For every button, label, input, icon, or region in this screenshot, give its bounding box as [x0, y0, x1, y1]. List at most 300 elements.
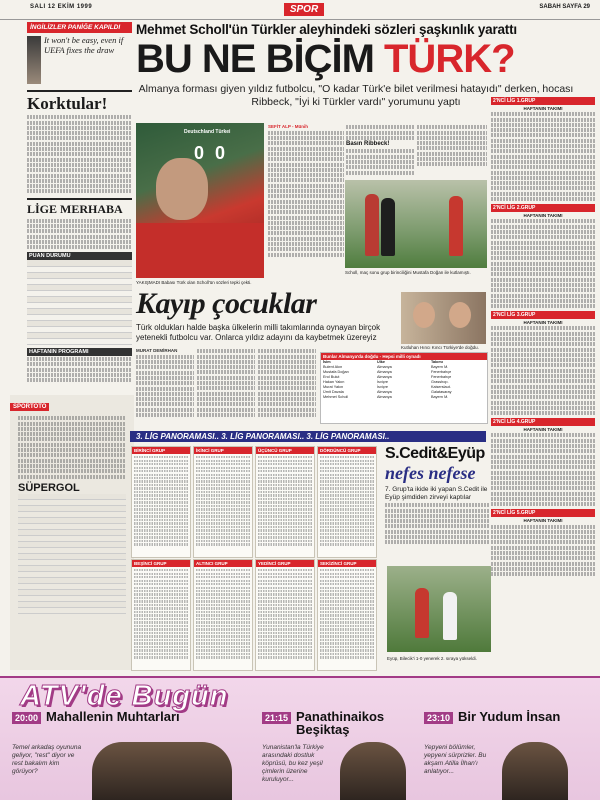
- text-line: [258, 508, 312, 510]
- text-line: [491, 246, 595, 250]
- text-line: [258, 614, 312, 616]
- text-line: [320, 646, 374, 648]
- text-line: [196, 569, 250, 571]
- text-line: [196, 590, 250, 592]
- text-line: [491, 530, 595, 534]
- text-line: [258, 386, 316, 390]
- col-header: Ülke: [377, 360, 386, 364]
- scoreboard-text: Deutschland Türkei: [184, 129, 231, 135]
- text-line: [491, 197, 595, 201]
- text-line: [258, 402, 316, 406]
- group-header: 2'NCİ LİG 2.GRUP: [491, 204, 595, 212]
- text-line: [196, 583, 250, 585]
- text-line: [197, 376, 255, 380]
- text-line: [258, 392, 316, 396]
- text-line: [258, 376, 316, 380]
- league-group-box: [193, 446, 253, 558]
- scholl-photo: [136, 123, 264, 278]
- text-line: [491, 133, 595, 137]
- text-line: [320, 477, 374, 479]
- text-line: [136, 397, 194, 401]
- text-line: [27, 224, 132, 228]
- text-line: [268, 247, 344, 251]
- scoreboard-score: 0 0: [194, 143, 229, 163]
- text-line: [491, 390, 595, 394]
- text-line: [258, 381, 316, 385]
- text-line: [268, 253, 344, 257]
- text-line: [491, 283, 595, 287]
- text-line: [136, 360, 194, 364]
- group-header: 2'NCİ LİG 3.GRUP: [491, 311, 595, 319]
- text-line: [134, 569, 188, 571]
- text-line: [320, 580, 374, 582]
- article-subhead: Basın Ribbeck!: [346, 140, 390, 147]
- text-line: [491, 492, 595, 496]
- text-line: [417, 157, 487, 161]
- text-line: [196, 656, 250, 658]
- text-line: [196, 639, 250, 641]
- text-line: [491, 481, 595, 485]
- players-cell: Galatasaray: [431, 390, 452, 394]
- text-line: [320, 543, 374, 545]
- tv-program: [12, 709, 242, 800]
- text-line: [258, 365, 316, 369]
- players-cell: Hakan Yakın: [323, 380, 345, 384]
- text-line: [385, 503, 489, 507]
- text-line: [346, 149, 414, 153]
- text-line: [258, 540, 312, 542]
- text-line: [320, 508, 374, 510]
- text-line: [491, 411, 595, 415]
- text-line: [196, 632, 250, 634]
- group-header: 2'NCİ LİG 1.GRUP: [491, 97, 595, 105]
- text-line: [196, 477, 250, 479]
- text-line: [134, 625, 188, 627]
- text-line: [258, 484, 312, 486]
- text-line: [134, 573, 188, 575]
- text-line: [346, 171, 414, 175]
- text-line: [268, 141, 344, 145]
- text-line: [196, 484, 250, 486]
- players-cell: İsviçre: [377, 380, 388, 384]
- text-line: [491, 123, 595, 127]
- text-line: [196, 576, 250, 578]
- text-line: [268, 184, 344, 188]
- text-line: [320, 635, 374, 637]
- text-line: [491, 192, 595, 196]
- article-column-3: [417, 124, 487, 168]
- atv-tv-guide: [0, 676, 600, 800]
- text-line: [196, 597, 250, 599]
- text-line: [196, 505, 250, 507]
- text-line: [134, 515, 188, 517]
- text-line: [196, 474, 250, 476]
- text-line: [417, 131, 487, 135]
- text-line: [27, 158, 132, 162]
- league-group-box: [317, 446, 377, 558]
- text-line: [268, 189, 344, 193]
- text-line: [27, 219, 132, 223]
- supergol-title: SÜPERGOL: [18, 481, 80, 494]
- text-line: [320, 628, 374, 630]
- text-line: [258, 519, 312, 521]
- text-line: [491, 525, 595, 529]
- text-line: [196, 625, 250, 627]
- player-figure: [443, 592, 457, 640]
- text-line: [320, 600, 374, 602]
- text-line: [18, 437, 126, 441]
- text-line: [196, 618, 250, 620]
- text-line: [196, 604, 250, 606]
- text-line: [491, 395, 595, 399]
- text-line: [258, 501, 312, 503]
- text-line: [27, 121, 132, 125]
- text-line: [134, 649, 188, 651]
- text-line: [196, 487, 250, 489]
- text-line: [491, 401, 595, 405]
- text-line: [196, 573, 250, 575]
- text-line: [197, 381, 255, 385]
- players-cell: Ümit Davala: [323, 390, 344, 394]
- text-line: [196, 533, 250, 535]
- article-column-2: [346, 124, 414, 176]
- players-cell: Grasshop.: [431, 380, 449, 384]
- text-line: [346, 155, 414, 159]
- text-line: [320, 512, 374, 514]
- cedit-headline-2: nefes nefese: [385, 463, 476, 483]
- text-line: [258, 543, 312, 545]
- text-line: [196, 519, 250, 521]
- group-header: 2'NCİ LİG 5.GRUP: [491, 509, 595, 517]
- program-description: Yepyeni bölümler, yepyeni sürprizler. Bu akşam Atilla İlhan'ı anlatıyor...: [424, 744, 487, 775]
- text-line: [491, 186, 595, 190]
- text-line: [134, 614, 188, 616]
- text-line: [491, 118, 595, 122]
- text-line: [268, 237, 344, 241]
- text-line: [268, 231, 344, 235]
- text-line: [136, 371, 194, 375]
- headline-korktular: Korktular!: [27, 90, 132, 114]
- text-line: [491, 455, 595, 459]
- text-line: [27, 378, 132, 382]
- english-quote: It won't be easy, even if UEFA fixes the draw: [43, 35, 124, 55]
- text-line: [320, 639, 374, 641]
- player-face: [156, 158, 208, 220]
- players-cell: Bayern M.: [431, 365, 449, 369]
- text-line: [268, 194, 344, 198]
- text-line: [196, 649, 250, 651]
- text-line: [258, 656, 312, 658]
- text-line: [136, 365, 194, 369]
- text-line: [320, 491, 374, 493]
- text-line: [196, 614, 250, 616]
- text-line: [27, 131, 132, 135]
- text-line: [491, 160, 595, 164]
- text-line: [491, 112, 595, 116]
- players-cell: Almanya: [377, 390, 392, 394]
- text-line: [134, 484, 188, 486]
- text-line: [268, 226, 344, 230]
- text-line: [491, 332, 595, 336]
- text-line: [258, 522, 312, 524]
- text-line: [134, 543, 188, 545]
- text-line: [491, 460, 595, 464]
- players-cell: Almanya: [377, 365, 392, 369]
- text-line: [196, 607, 250, 609]
- headline-deck: Almanya forması giyen yıldız futbolcu, "O kadar Türk'e bilet verilmesi hatayıdı" derken, hocası Ribbeck, "İyi ki Türkler vardı" yorumunu yaptı: [138, 83, 574, 108]
- text-line: [320, 653, 374, 655]
- text-line: [491, 219, 595, 223]
- text-line: [320, 526, 374, 528]
- text-line: [258, 529, 312, 531]
- panorama-banner: 3. LİG PANORAMASI.. 3. LİG PANORAMASI.. 3. LİG PANORAMASI..: [130, 431, 486, 442]
- text-line: [18, 475, 126, 479]
- text-line: [491, 288, 595, 292]
- text-line: [268, 136, 344, 140]
- text-line: [491, 144, 595, 148]
- text-line: [258, 569, 312, 571]
- text-line: [320, 487, 374, 489]
- text-line: [491, 337, 595, 341]
- text-line: [197, 413, 255, 417]
- text-line: [134, 590, 188, 592]
- text-line: [258, 653, 312, 655]
- players-cell: İsviçre: [377, 385, 388, 389]
- text-line: [346, 165, 414, 169]
- program-time: 23:10: [424, 712, 453, 724]
- text-line: [491, 149, 595, 153]
- text-line: [258, 512, 312, 514]
- text-line: [491, 176, 595, 180]
- text-line: [417, 141, 487, 145]
- col-header: İsim: [323, 360, 331, 364]
- text-line: [197, 392, 255, 396]
- team-of-week: HAFTANIN TAKIMI: [523, 427, 563, 433]
- text-line: [18, 459, 126, 463]
- text-line: [136, 413, 194, 417]
- league-group-title: İKİNCİ GRUP: [194, 447, 252, 454]
- text-line: [134, 508, 188, 510]
- team-of-week: HAFTANIN TAKIMI: [523, 213, 563, 219]
- text-line: [134, 467, 188, 469]
- text-line: [134, 604, 188, 606]
- text-line: [491, 449, 595, 453]
- text-line: [491, 535, 595, 539]
- text-line: [258, 498, 312, 500]
- text-line: [491, 165, 595, 169]
- page-number: SABAH SAYFA 29: [539, 4, 590, 10]
- text-line: [320, 576, 374, 578]
- sportoto-column: [10, 395, 134, 670]
- text-line: [491, 385, 595, 389]
- text-line: [491, 551, 595, 555]
- section-tag: SPOR: [284, 3, 324, 16]
- players-cell: Mustafa Doğan: [323, 370, 349, 374]
- text-line: [491, 348, 595, 352]
- league-group-box: [193, 559, 253, 671]
- text-line: [197, 365, 255, 369]
- program-title: HAFTANIN PROGRAMI: [27, 348, 132, 356]
- players-cell: Murat Yakın: [323, 385, 344, 389]
- text-line: [268, 200, 344, 204]
- text-line: [491, 444, 595, 448]
- text-line: [196, 540, 250, 542]
- league-group-title: ALTINCI GRUP: [194, 560, 252, 567]
- league-group-box: [255, 446, 315, 558]
- league-group-title: SEKİZİNCİ GRUP: [318, 560, 376, 567]
- text-line: [27, 168, 132, 172]
- text-line: [134, 628, 188, 630]
- program-photo: [502, 742, 568, 800]
- text-line: [268, 152, 344, 156]
- text-line: [134, 580, 188, 582]
- players-cell: Erol Bulut: [323, 375, 340, 379]
- text-line: [268, 178, 344, 182]
- text-line: [320, 522, 374, 524]
- text-line: [491, 304, 595, 308]
- text-line: [268, 157, 344, 161]
- text-line: [417, 146, 487, 150]
- text-line: [385, 535, 489, 539]
- text-line: [258, 576, 312, 578]
- text-line: [320, 515, 374, 517]
- text-line: [320, 569, 374, 571]
- program-description: Temel arkadaş oyununa geliyor, "rest" diyor ve rest bakalım kim görüyor?: [12, 744, 82, 775]
- text-line: [27, 245, 132, 249]
- program-description: Yunanistan'la Türkiye arasındaki dostluk köprüsü, bu kez yeşil çimlerin üzerine kuruluyor...: [262, 744, 324, 783]
- text-line: [320, 540, 374, 542]
- text-line: [258, 580, 312, 582]
- text-line: [197, 349, 255, 353]
- text-line: [27, 163, 132, 167]
- main-headline: [136, 38, 576, 80]
- group-header: 2'NCİ LİG 4.GRUP: [491, 418, 595, 426]
- text-line: [134, 456, 188, 458]
- program-time: 20:00: [12, 712, 41, 724]
- kayip-headline: Kayıp çocuklar: [136, 287, 317, 320]
- players-table-title: Bunlar Almanya'da doğdu - Hepsi milli oynadı: [321, 353, 487, 360]
- text-line: [258, 360, 316, 364]
- text-line: [258, 349, 316, 353]
- text-line: [196, 536, 250, 538]
- text-line: [491, 139, 595, 143]
- text-line: [491, 342, 595, 346]
- supergol-table: [18, 494, 126, 615]
- text-line: [134, 583, 188, 585]
- text-line: [258, 607, 312, 609]
- players-cell: Fenerbahçe: [431, 370, 452, 374]
- program-list: [27, 357, 132, 382]
- text-line: [268, 131, 344, 135]
- text-line: [320, 519, 374, 521]
- text-line: [320, 501, 374, 503]
- text-line: [491, 230, 595, 234]
- text-line: [134, 487, 188, 489]
- right-column-standings: [491, 94, 595, 674]
- text-line: [196, 480, 250, 482]
- article-column-1: [268, 124, 344, 258]
- text-line: [196, 653, 250, 655]
- text-line: [134, 642, 188, 644]
- text-line: [136, 408, 194, 412]
- text-line: [196, 621, 250, 623]
- text-line: [385, 514, 489, 518]
- text-line: [18, 443, 126, 447]
- text-line: [491, 171, 595, 175]
- text-line: [258, 573, 312, 575]
- text-line: [491, 225, 595, 229]
- text-line: [346, 136, 414, 140]
- text-line: [134, 512, 188, 514]
- scholl-caption: YAKIŞMADI Babası Türk olan Scholl'ün sözleri tepki çekti.: [136, 280, 252, 285]
- text-line: [136, 355, 194, 359]
- col-header: Takımı: [431, 360, 443, 364]
- players-cell: Bulent Akın: [323, 365, 343, 369]
- text-line: [258, 625, 312, 627]
- text-line: [491, 369, 595, 373]
- text-line: [320, 656, 374, 658]
- league-group-title: BİRİNCİ GRUP: [132, 447, 190, 454]
- text-line: [258, 642, 312, 644]
- text-line: [320, 573, 374, 575]
- text-line: [258, 474, 312, 476]
- text-line: [320, 498, 374, 500]
- celebration-caption: Scholl, maç sonu grup birinciliğini Mustafa Doğan ile kutlamıştı.: [345, 270, 471, 275]
- text-line: [491, 155, 595, 159]
- text-line: [320, 533, 374, 535]
- text-line: [491, 486, 595, 490]
- text-line: [268, 242, 344, 246]
- players-cell: Almanya: [377, 375, 392, 379]
- team-of-week: HAFTANIN TAKIMI: [523, 518, 563, 524]
- text-line: [268, 205, 344, 209]
- headline-lige-merhaba: LİGE MERHABA: [27, 198, 132, 217]
- text-line: [196, 593, 250, 595]
- text-line: [18, 416, 126, 420]
- text-line: [320, 590, 374, 592]
- article-lige-merhaba: [27, 219, 132, 249]
- text-line: [491, 294, 595, 298]
- text-line: [320, 470, 374, 472]
- text-line: [491, 567, 595, 571]
- main-headline-part-a: BU NE BİÇİM: [136, 37, 384, 81]
- text-line: [136, 402, 194, 406]
- text-line: [320, 649, 374, 651]
- text-line: [320, 460, 374, 462]
- tv-program: [262, 709, 412, 800]
- text-line: [134, 540, 188, 542]
- text-line: [197, 402, 255, 406]
- text-line: [196, 508, 250, 510]
- text-line: [27, 235, 132, 239]
- text-line: [18, 448, 126, 452]
- text-line: [18, 469, 126, 473]
- issue-date: SALI 12 EKİM 1999: [30, 4, 93, 10]
- text-line: [136, 387, 194, 391]
- kutluhan-caption: Kutluhan Hıncı Kıncı Türkiye'de doğdu.: [401, 345, 479, 350]
- text-line: [320, 632, 374, 634]
- text-line: [491, 353, 595, 357]
- text-line: [197, 397, 255, 401]
- text-line: [196, 494, 250, 496]
- players-cell: Kaiserslaut.: [431, 385, 451, 389]
- text-line: [258, 480, 312, 482]
- text-line: [134, 576, 188, 578]
- program-time: 21:15: [262, 712, 291, 724]
- text-line: [258, 355, 316, 359]
- players-rows: [321, 365, 487, 400]
- text-line: [134, 491, 188, 493]
